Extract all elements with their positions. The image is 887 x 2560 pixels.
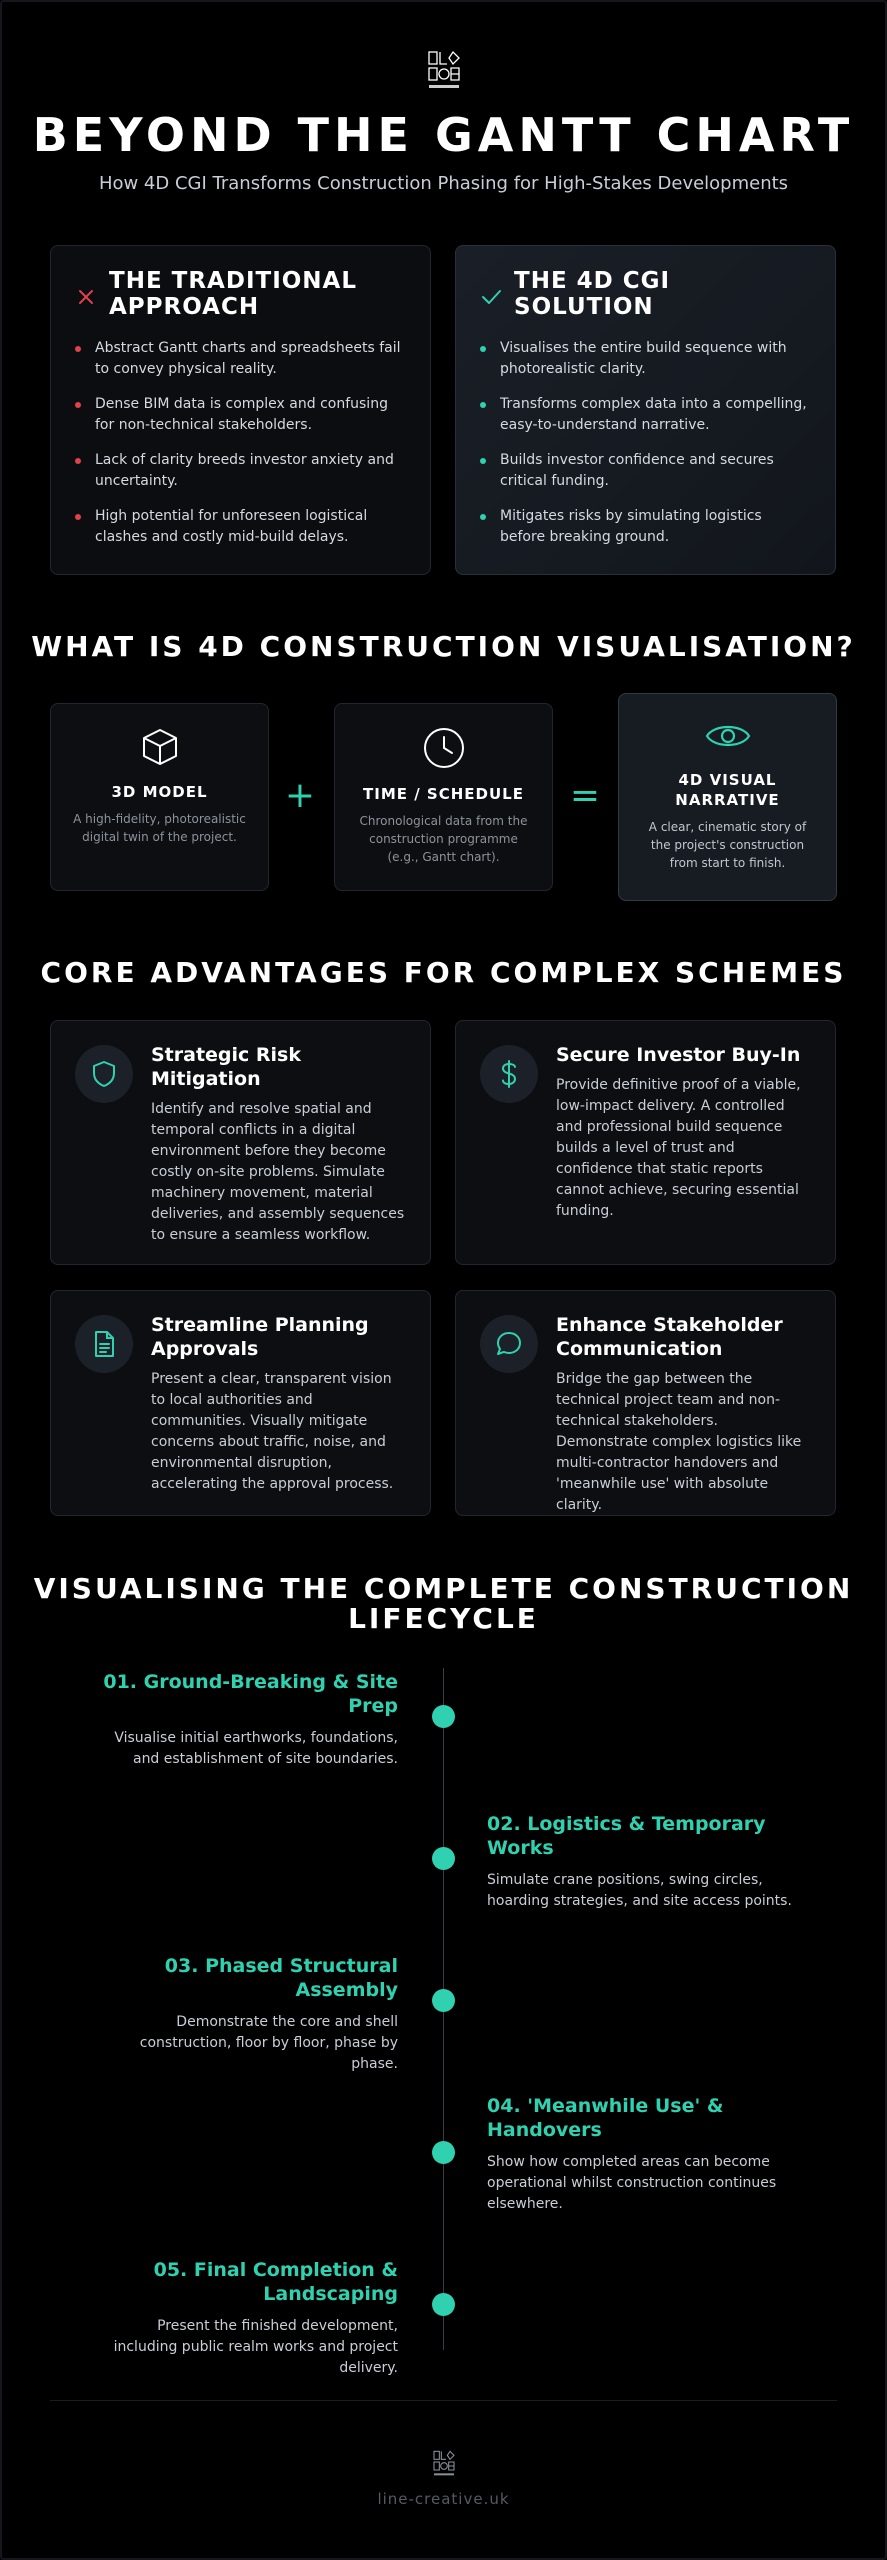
- timeline-step-2: [487, 1812, 797, 1912]
- footer-divider: [50, 2400, 837, 2401]
- card-text: Provide definitive proof of a viable, low-impact delivery. A controlled and professional build sequence builds a level of trust and confidence that static reports cannot achieve, securing essential funding.: [556, 1077, 801, 1219]
- step-title: 05. Final Completion & Landscaping: [153, 2259, 398, 2305]
- timeline-step-3: [98, 1954, 398, 2075]
- timeline-dot: [432, 2293, 455, 2316]
- document-icon: [89, 1329, 119, 1359]
- page-title: BEYOND THE GANTT CHART: [32, 108, 855, 162]
- step-title: 03. Phased Structural Assembly: [164, 1955, 398, 2001]
- plus-sign: +: [284, 775, 316, 816]
- list-item: Mitigates risks by simulating logistics before breaking ground.: [480, 506, 811, 548]
- list-item: High potential for unforeseen logistical clashes and costly mid-build delays.: [75, 506, 406, 548]
- timeline-step-5: [98, 2258, 398, 2379]
- card-description: A high-fidelity, photorealistic digital twin of the project.: [73, 812, 246, 844]
- clock-icon: [422, 726, 466, 770]
- step-text: Demonstrate the core and shell construction, floor by floor, phase by phase.: [139, 2014, 398, 2072]
- cube-icon: [139, 726, 181, 768]
- card-title: 3D MODEL: [111, 783, 208, 801]
- dollar-icon: [494, 1059, 524, 1089]
- cgi-solution-title: THE 4D CGI SOLUTION: [514, 268, 671, 320]
- card-description: Chronological data from the construction programme (e.g., Gantt chart).: [359, 814, 528, 864]
- step-text: Visualise initial earthworks, foundations, and establishment of site boundaries.: [114, 1730, 398, 1767]
- list-item: Visualises the entire build sequence with photorealistic clarity.: [480, 338, 811, 380]
- check-icon: [480, 286, 502, 308]
- cgi-solution-card: [455, 245, 836, 575]
- card-title: Enhance Stakeholder Communication: [556, 1314, 783, 1360]
- timeline-dot: [432, 1705, 455, 1728]
- speech-bubble-icon: [494, 1329, 524, 1359]
- card-text: Present a clear, transparent vision to local authorities and communities. Visually mitigate concerns about traffic, noise, and environmental disruption, accelerating the approval process.: [151, 1371, 394, 1492]
- list-item: Transforms complex data into a compelling, easy-to-understand narrative.: [480, 394, 811, 436]
- 4d-visual-narrative-card: [618, 693, 837, 901]
- card-text: Identify and resolve spatial and temporal conflicts in a digital environment before they become costly on-site problems. Simulate machinery movement, material deliveries, and assembly sequences to ensure a seamless workflow.: [151, 1101, 405, 1243]
- page-subtitle: How 4D CGI Transforms Construction Phasing for High-Stakes Developments: [98, 173, 789, 194]
- risk-mitigation-card: [50, 1020, 431, 1265]
- brand-logo-icon: [427, 50, 461, 92]
- cgi-solution-list: [480, 338, 811, 548]
- timeline-dot: [432, 2141, 455, 2164]
- timeline-dot: [432, 1847, 455, 1870]
- traditional-approach-list: [75, 338, 406, 548]
- stakeholder-communication-card: [455, 1290, 836, 1516]
- footer-website-link[interactable]: line-creative.uk: [377, 2490, 510, 2508]
- timeline-step-4: [487, 2094, 797, 2215]
- card-title: Streamline Planning Approvals: [151, 1314, 369, 1360]
- card-description: A clear, cinematic story of the project's construction from start to finish.: [648, 820, 807, 870]
- step-text: Present the finished development, including public realm works and project delivery.: [113, 2318, 398, 2376]
- list-item: Builds investor confidence and secures critical funding.: [480, 450, 811, 492]
- step-text: Show how completed areas can become operational whilst construction continues elsewhere.: [487, 2154, 777, 2212]
- what-is-section-title: WHAT IS 4D CONSTRUCTION VISUALISATION?: [31, 630, 856, 663]
- planning-approvals-card: [50, 1290, 431, 1516]
- traditional-approach-title: THE TRADITIONAL APPROACH: [109, 268, 358, 320]
- eye-icon: [704, 716, 752, 756]
- investor-buy-in-card: [455, 1020, 836, 1265]
- card-title: TIME / SCHEDULE: [363, 785, 524, 803]
- card-text: Bridge the gap between the technical project team and non-technical stakeholders. Demonstrate complex logistics like multi-contractor handovers and 'meanwhile use' with absolute clarity.: [556, 1371, 802, 1513]
- time-schedule-card: [334, 703, 553, 891]
- step-title: 02. Logistics & Temporary Works: [487, 1813, 766, 1859]
- timeline-dot: [432, 1989, 455, 2012]
- traditional-approach-card: [50, 245, 431, 575]
- equals-sign: =: [569, 775, 601, 816]
- card-title: Strategic Risk Mitigation: [151, 1044, 302, 1090]
- timeline-step-1: [98, 1670, 398, 1770]
- step-title: 01. Ground-Breaking & Site Prep: [103, 1671, 398, 1717]
- advantages-section-title: CORE ADVANTAGES FOR COMPLEX SCHEMES: [40, 956, 847, 989]
- list-item: Lack of clarity breeds investor anxiety and uncertainty.: [75, 450, 406, 492]
- list-item: Abstract Gantt charts and spreadsheets fail to convey physical reality.: [75, 338, 406, 380]
- list-item: Dense BIM data is complex and confusing for non-technical stakeholders.: [75, 394, 406, 436]
- x-icon: [75, 286, 97, 308]
- lifecycle-section-title: VISUALISING THE COMPLETE CONSTRUCTION LIFECYCLE: [33, 1572, 854, 1635]
- card-title: 4D VISUAL NARRATIVE: [675, 771, 780, 809]
- step-title: 04. 'Meanwhile Use' & Handovers: [487, 2095, 724, 2141]
- 3d-model-card: [50, 703, 269, 891]
- shield-icon: [89, 1059, 119, 1089]
- step-text: Simulate crane positions, swing circles, hoarding strategies, and site access points.: [487, 1872, 792, 1909]
- footer-logo-icon: [432, 2450, 456, 2478]
- card-title: Secure Investor Buy-In: [556, 1044, 801, 1066]
